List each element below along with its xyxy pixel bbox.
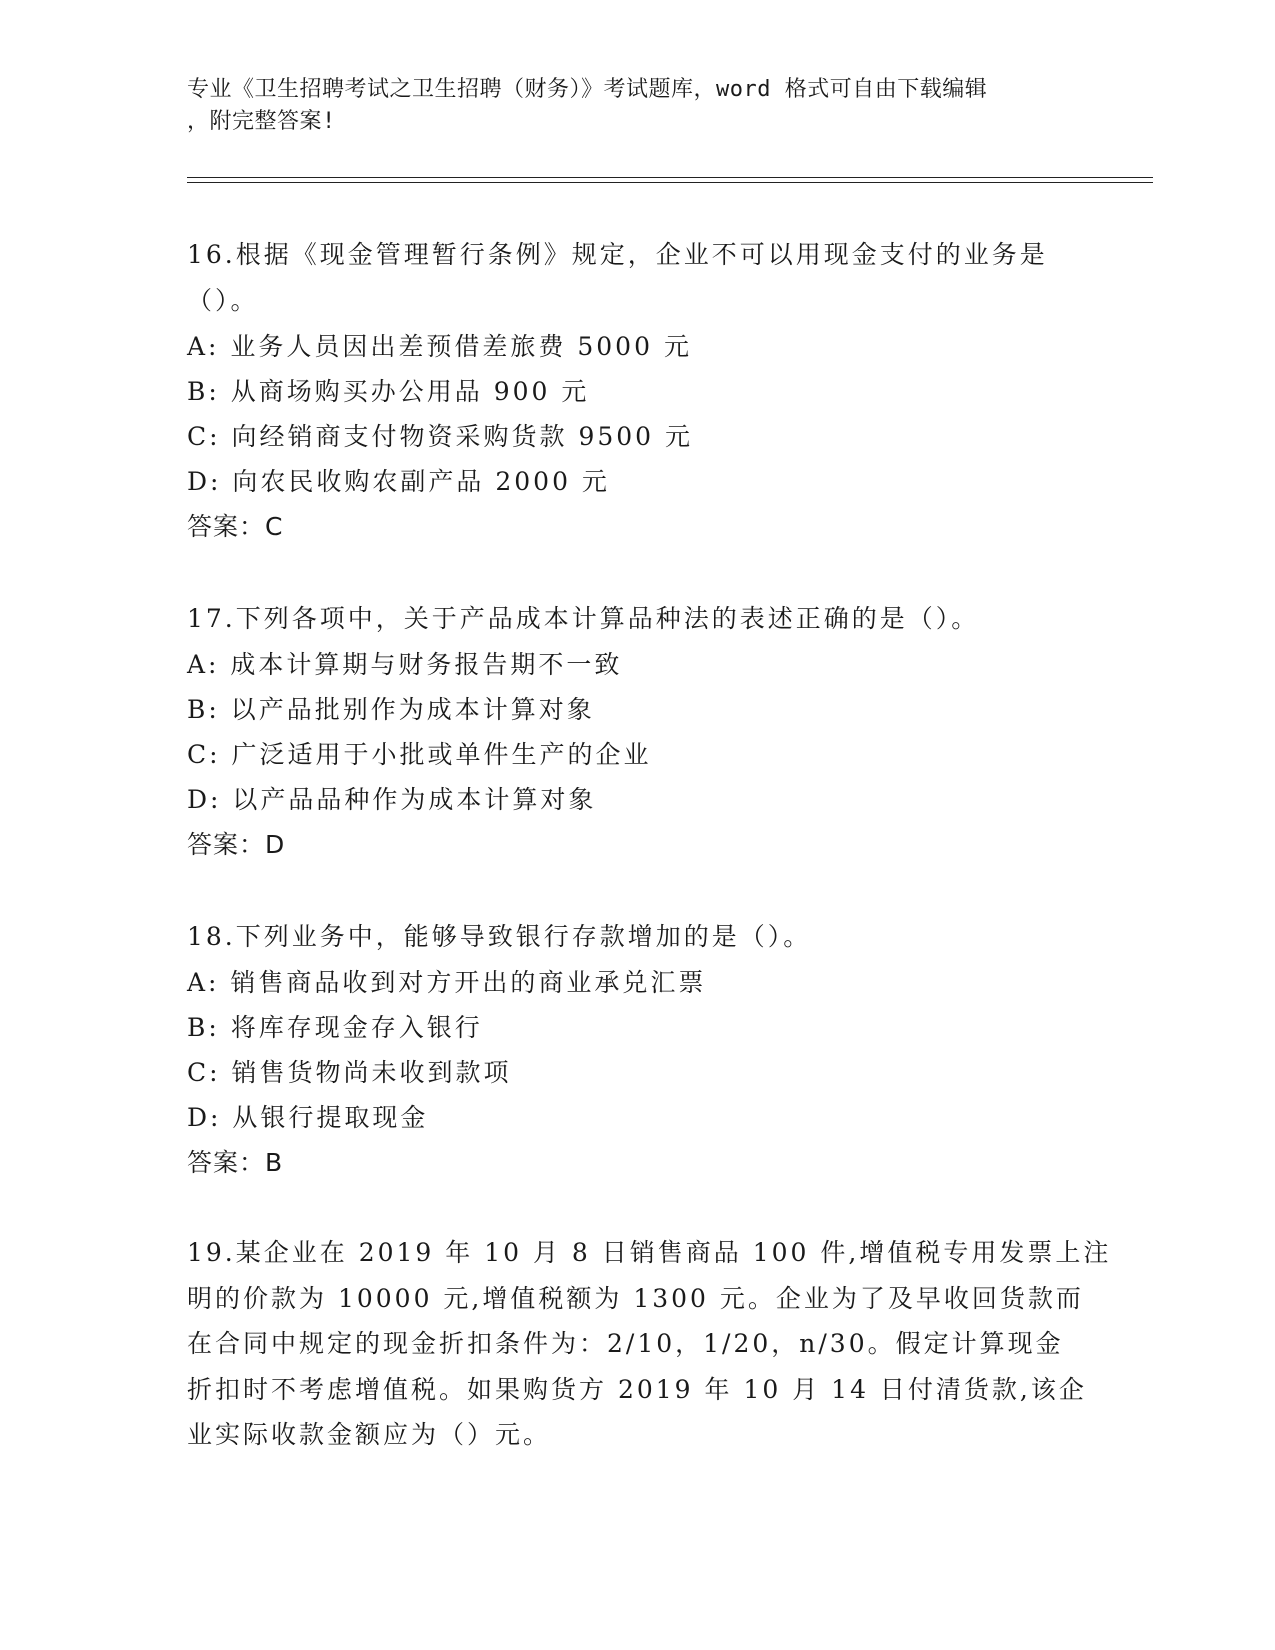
question-17: [187, 596, 1087, 868]
option-c: C: 广泛适用于小批或单件生产的企业: [187, 740, 652, 769]
stem-line: 折扣时不考虑增值税。如果购货方 2019 年 10 月 14 日付清货款,该企: [187, 1374, 1087, 1404]
option-b: B: 从商场购买办公用品 900 元: [187, 377, 590, 406]
option-d: D: 向农民收购农副产品 2000 元: [187, 467, 610, 496]
question-stem: [187, 1230, 1112, 1458]
question-19: [187, 1230, 1112, 1458]
option-a: A: 业务人员因出差预借差旅费 5000 元: [187, 332, 692, 361]
option-a: A: 成本计算期与财务报告期不一致: [187, 650, 623, 679]
question-stem: [187, 232, 1087, 324]
stem-line: 明的价款为 10000 元,增值税额为 1300 元。企业为了及早收回货款而: [187, 1283, 1084, 1313]
answer-label: 答案：B: [187, 1148, 284, 1177]
option-b: B: 以产品批别作为成本计算对象: [187, 695, 595, 724]
option-a: A: 销售商品收到对方开出的商业承兑汇票: [187, 968, 707, 997]
question-stem: [187, 914, 1087, 960]
header-line-1: 专业《卫生招聘考试之卫生招聘（财务）》考试题库，word 格式可自由下载编辑: [187, 77, 988, 102]
document-header: [187, 74, 1087, 138]
stem-line: 在合同中规定的现金折扣条件为：2/10，1/20，n/30。假定计算现金: [187, 1329, 1064, 1358]
question-16: [187, 232, 1087, 550]
header-divider-top: [187, 177, 1153, 178]
answer-label: 答案：C: [187, 512, 284, 541]
answer-label: 答案：D: [187, 830, 286, 859]
stem-line: 16.根据《现金管理暂行条例》规定，企业不可以用现金支付的业务是: [187, 240, 1048, 269]
header-line-2: ，附完整答案!: [187, 109, 336, 134]
option-c: C: 销售货物尚未收到款项: [187, 1058, 512, 1087]
stem-line: 18.下列业务中，能够导致银行存款增加的是（）。: [187, 922, 812, 951]
question-18: [187, 914, 1087, 1186]
header-divider-bottom: [187, 182, 1153, 183]
stem-line: （）。: [187, 286, 259, 315]
option-d: D: 以产品品种作为成本计算对象: [187, 785, 597, 814]
stem-line: 17.下列各项中，关于产品成本计算品种法的表述正确的是（）。: [187, 604, 980, 633]
stem-line: 业实际收款金额应为（）元。: [187, 1420, 552, 1449]
stem-line: 19.某企业在 2019 年 10 月 8 日销售商品 100 件,增值税专用发票上注: [187, 1238, 1112, 1267]
option-c: C: 向经销商支付物资采购货款 9500 元: [187, 422, 694, 451]
option-b: B: 将库存现金存入银行: [187, 1013, 483, 1042]
option-d: D: 从银行提取现金: [187, 1103, 429, 1132]
question-stem: [187, 596, 1087, 642]
